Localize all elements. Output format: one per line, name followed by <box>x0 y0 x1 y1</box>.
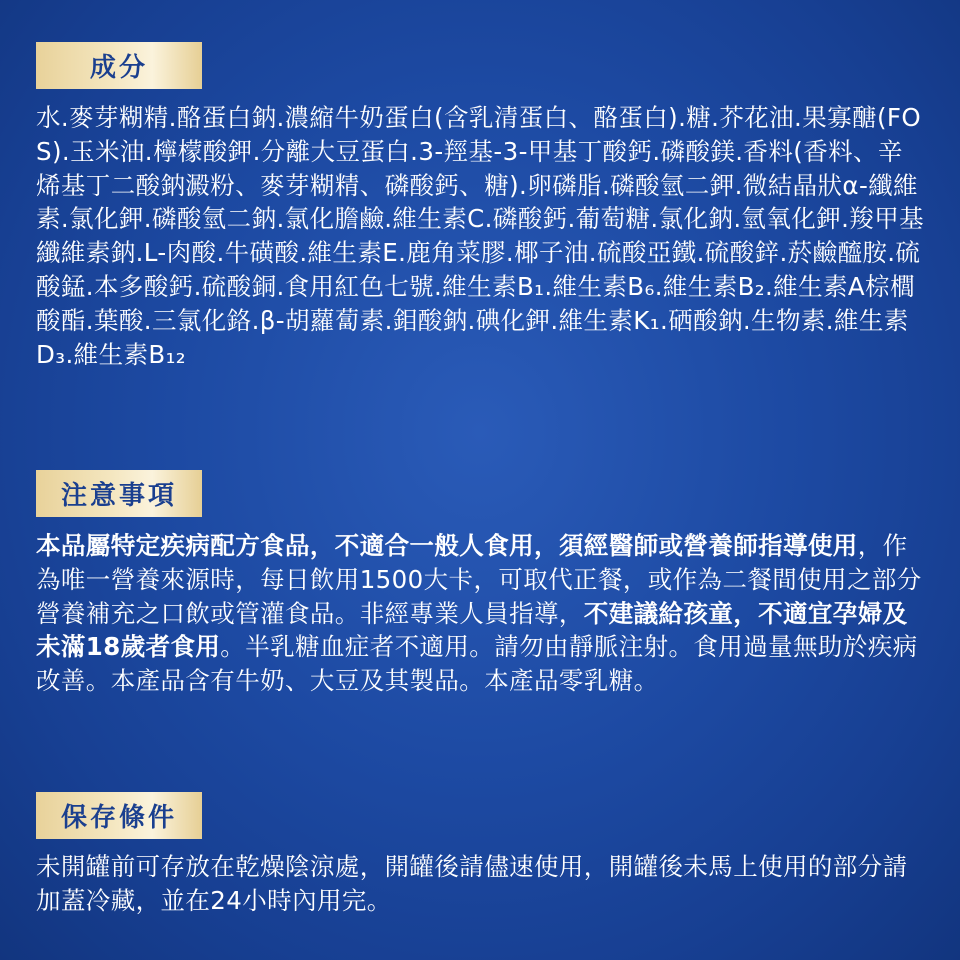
ingredients-heading-label: 成分 <box>89 53 148 83</box>
notes-text <box>36 529 926 698</box>
storage-heading <box>36 792 202 839</box>
notes-heading <box>36 470 202 517</box>
storage-text: 未開罐前可存放在乾燥陰涼處，開罐後請儘速使用，開罐後未馬上使用的部分請加蓋冷藏，並在24小時內用完。 <box>36 852 908 915</box>
notes-bold-statement: 本品屬特定疾病配方食品，不適合一般人食用，須經醫師或營養師指導使用 <box>36 531 858 560</box>
notes-bold-warning: 不建議給孩童，不適宜孕婦及未滿18歲者食用 <box>36 598 908 662</box>
notes-body-rest: 。半乳糖血症者不適用。請勿由靜脈注射。食用過量無助於疾病改善。本產品含有牛奶、大豆及其製品。本產品零乳糖。 <box>36 632 918 696</box>
notes-body: ，作為唯一營養來源時，每日飲用1500大卡，可取代正餐，或作為二餐間使用之部分營養補充之口飲或管灌食品。非經專業人員指導， <box>36 531 922 628</box>
ingredients-heading <box>36 42 202 89</box>
ingredients-text: 水.麥芽糊精.酪蛋白鈉.濃縮牛奶蛋白(含乳清蛋白、酪蛋白).糖.芥花油.果寡醣(FOS).玉米油.檸檬酸鉀.分離大豆蛋白.3-羥基-3-甲基丁酸鈣.磷酸鎂.香料(香料、辛烯基丁二酸鈉澱粉、麥芽糊精、磷酸鈣、糖).卵磷脂.磷酸氫二鉀.微結晶狀α-纖維素.氯化鉀.磷酸氫二鈉.氯化膽鹼.維生素C.磷酸鈣.葡萄糖.氯化鈉.氫氧化鉀.羧甲基纖維素鈉.L-肉酸.牛磺酸.維生素E.鹿角菜膠.椰子油.硫酸亞鐵.硫酸鋅.菸鹼醯胺.硫酸錳.本多酸鈣.硫酸銅.食用紅色七號.維生素B₁.維生素B₆.維生素B₂.維生素A棕櫚酸酯.葉酸.三氯化鉻.β-胡蘿蔔素.鉬酸鈉.碘化鉀.維生素K₁.硒酸鈉.生物素.維生素D₃.維生素B₁₂ <box>36 103 924 369</box>
storage-heading-label: 保存條件 <box>60 803 177 833</box>
notes-heading-label: 注意事項 <box>60 481 177 511</box>
